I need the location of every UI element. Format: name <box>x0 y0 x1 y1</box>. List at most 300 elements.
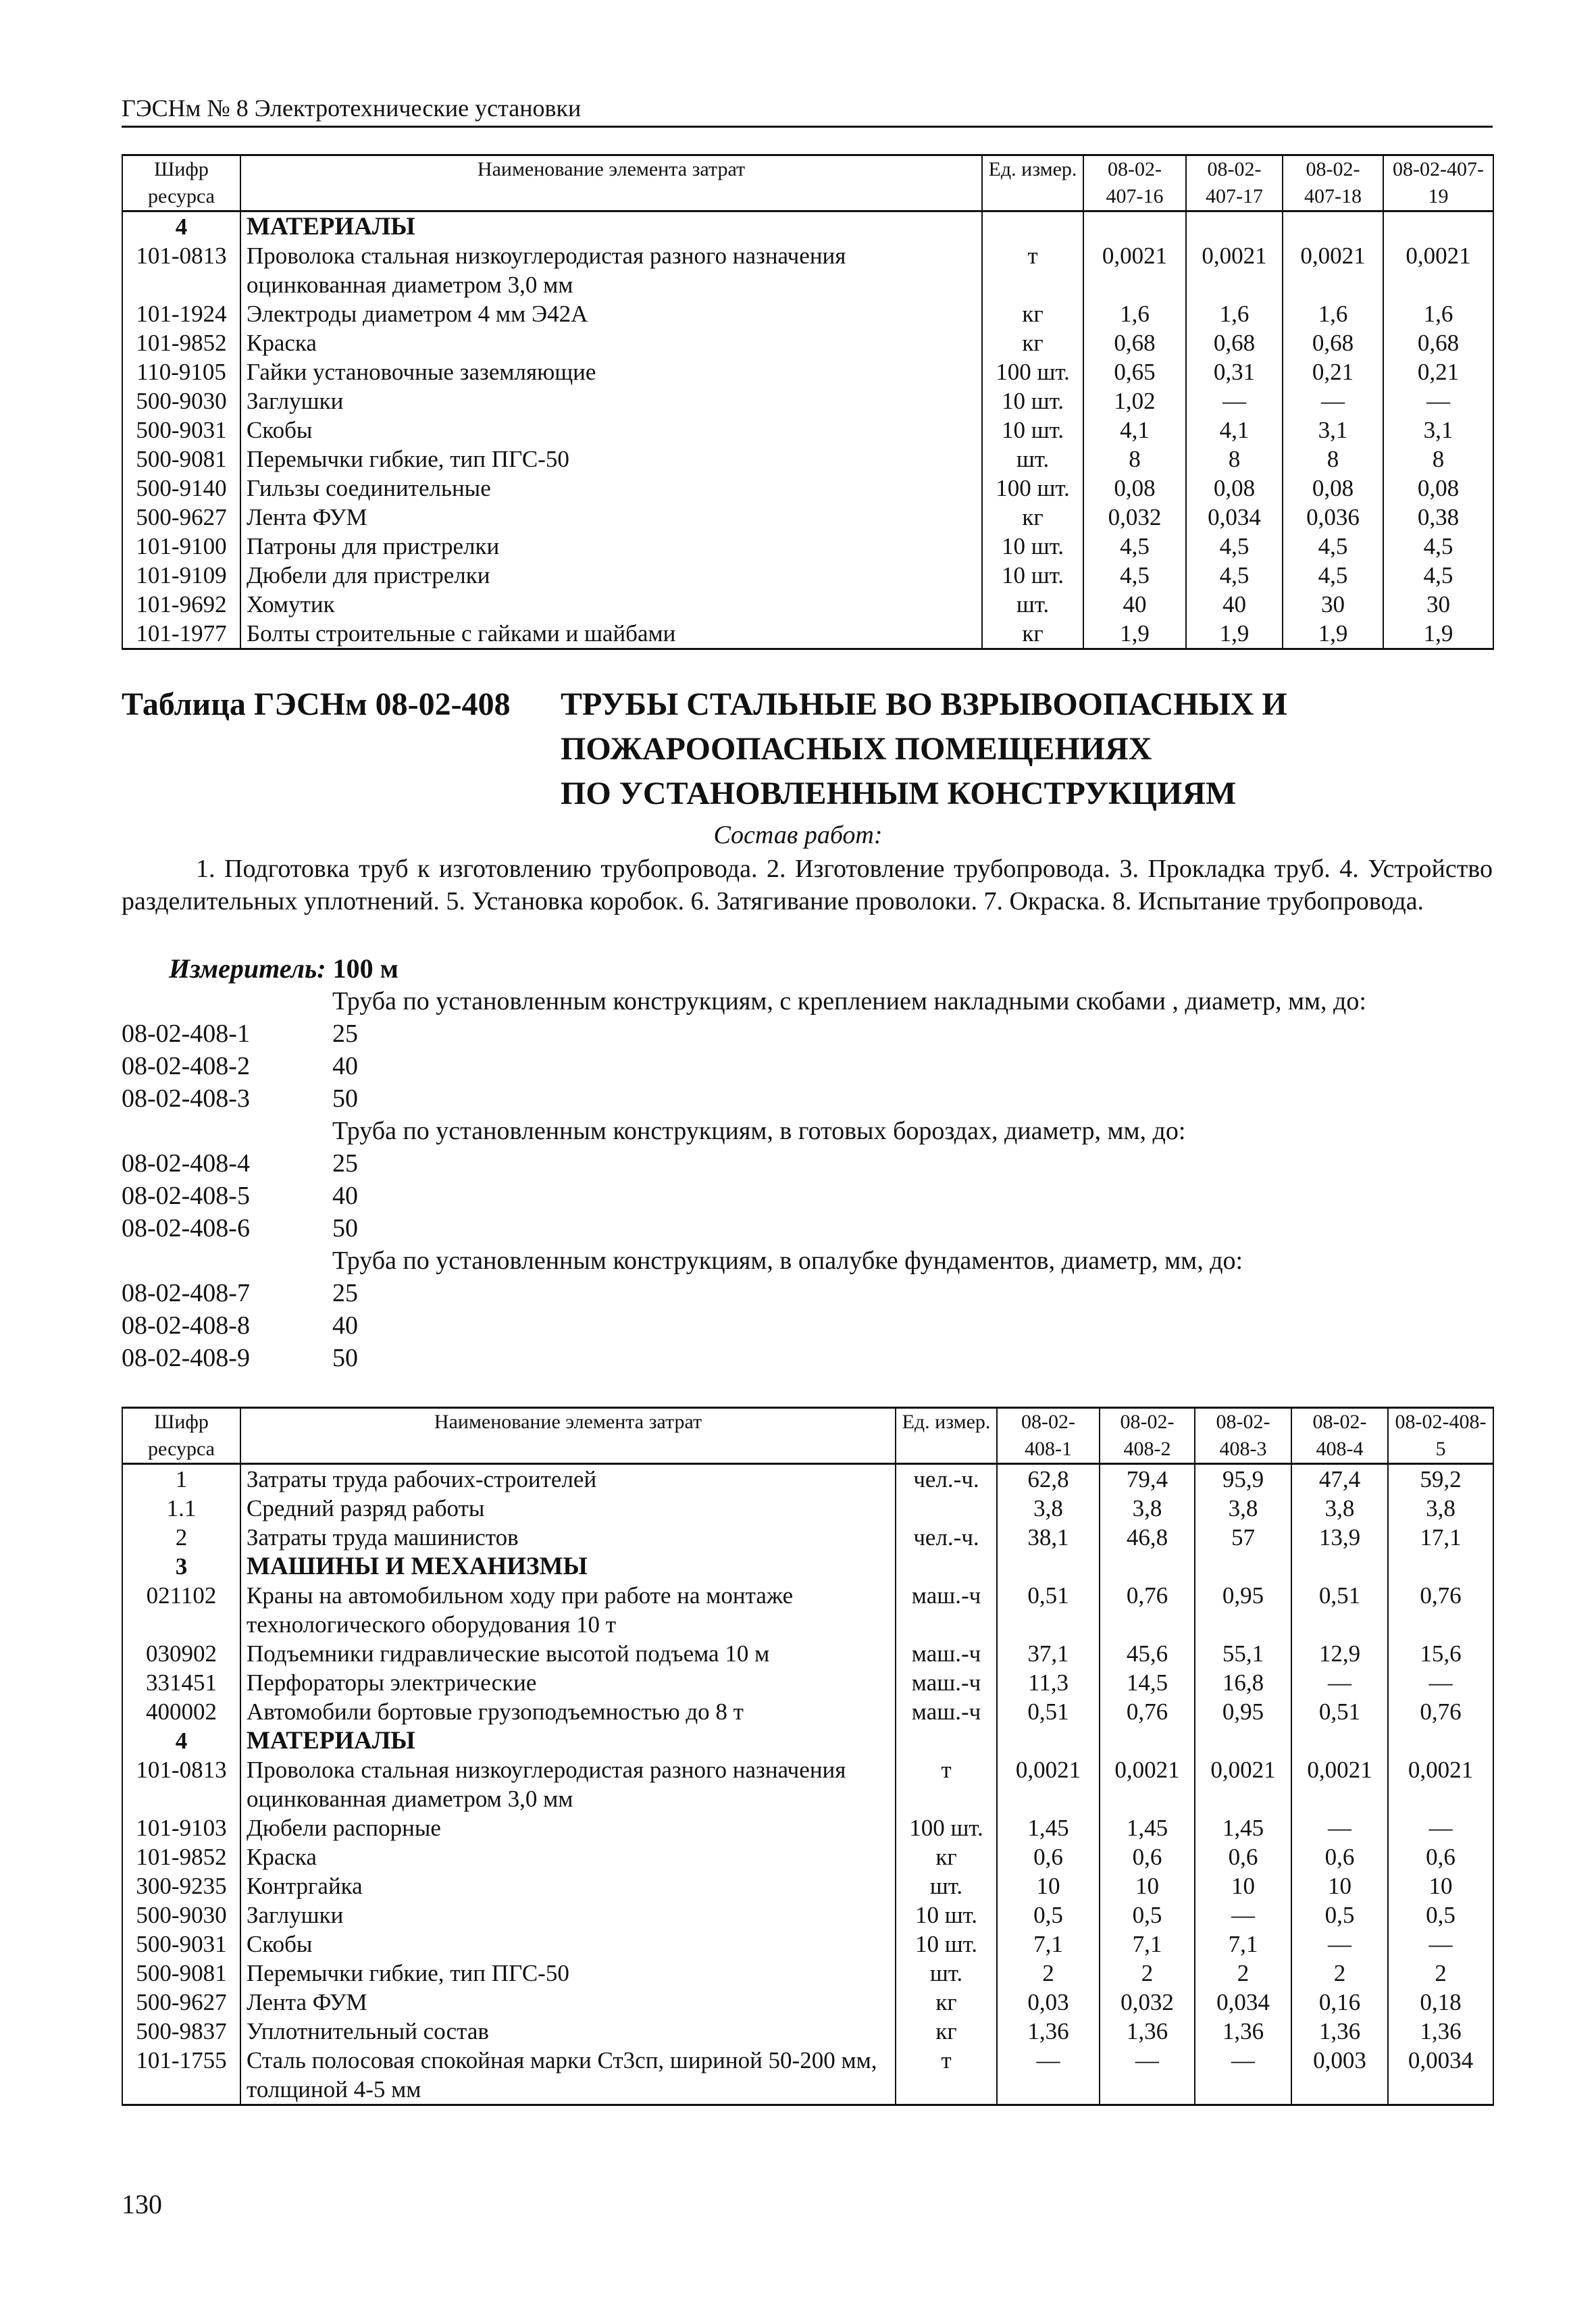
variant-diameter: 25 <box>332 1020 358 1048</box>
value-cell: 0,08 <box>1283 474 1383 503</box>
resource-code: 500-9081 <box>122 445 240 474</box>
value-cell: 7,1 <box>997 1930 1100 1959</box>
value-cell: 0,38 <box>1383 503 1493 532</box>
resource-code: 1.1 <box>122 1494 240 1523</box>
value-cell: 1,9 <box>1383 619 1493 649</box>
value-cell: 0,5 <box>1100 1901 1195 1930</box>
column-header: 08-02-408-2 <box>1100 1408 1195 1464</box>
resource-name: Подъемники гидравлические высотой подъема 10 м <box>240 1639 896 1668</box>
variant-item <box>122 1017 1540 1050</box>
variant-diameter: 25 <box>332 1149 358 1178</box>
variant-code: 08-02-408-7 <box>122 1279 250 1307</box>
unit-cell: шт. <box>896 1959 997 1988</box>
value-cell: 0,0021 <box>1283 241 1383 299</box>
variant-code: 08-02-408-8 <box>122 1311 250 1340</box>
value-cell: 0,032 <box>1083 503 1186 532</box>
table-row <box>122 1901 1493 1930</box>
value-cell: 4,5 <box>1186 532 1283 561</box>
table-row <box>122 561 1493 590</box>
value-cell: 40 <box>1186 590 1283 619</box>
value-cell: 13,9 <box>1291 1523 1388 1552</box>
variant-item <box>122 1180 1540 1212</box>
value-cell: 4,5 <box>1283 561 1383 590</box>
column-header: Ед. измер. <box>982 155 1083 211</box>
value-cell: — <box>1283 386 1383 416</box>
value-cell <box>1195 1552 1291 1581</box>
value-cell: 1,6 <box>1186 299 1283 328</box>
value-cell <box>1291 1552 1388 1581</box>
resource-code: 500-9140 <box>122 474 240 503</box>
resource-name: МАШИНЫ И МЕХАНИЗМЫ <box>240 1552 896 1581</box>
value-cell: 4,5 <box>1186 561 1283 590</box>
value-cell: 4,5 <box>1083 561 1186 590</box>
unit-cell: кг <box>896 1988 997 2017</box>
unit-cell <box>982 211 1083 242</box>
resource-name: Затраты труда машинистов <box>240 1523 896 1552</box>
resource-name: Гайки установочные заземляющие <box>240 357 982 386</box>
value-cell: 1,36 <box>1291 2017 1388 2046</box>
value-cell: 0,03 <box>997 1988 1100 2017</box>
table-title-line: ПОЖАРООПАСНЫХ ПОМЕЩЕНИЯХ <box>561 731 1152 767</box>
table-row <box>122 1697 1493 1726</box>
resource-code: 101-9852 <box>122 328 240 357</box>
value-cell: 12,9 <box>1291 1639 1388 1668</box>
value-cell: 0,08 <box>1186 474 1283 503</box>
variant-item <box>122 1342 1540 1374</box>
section-row <box>122 1726 1493 1755</box>
value-cell: 1,9 <box>1283 619 1383 649</box>
value-cell: 0,95 <box>1195 1581 1291 1639</box>
value-cell: 0,18 <box>1388 1988 1493 2017</box>
value-cell: 0,76 <box>1100 1697 1195 1726</box>
variant-code: 08-02-408-5 <box>122 1182 250 1210</box>
value-cell: — <box>997 2046 1100 2105</box>
value-cell: 2 <box>1291 1959 1388 1988</box>
table-row <box>122 386 1493 416</box>
value-cell <box>997 1552 1100 1581</box>
value-cell: 0,5 <box>997 1901 1100 1930</box>
value-cell: 1,6 <box>1083 299 1186 328</box>
value-cell: 2 <box>1195 1959 1291 1988</box>
value-cell: 7,1 <box>1100 1930 1195 1959</box>
table-row <box>122 241 1493 299</box>
unit-cell: кг <box>982 619 1083 649</box>
variant-code: 08-02-408-3 <box>122 1084 250 1113</box>
value-cell: 11,3 <box>997 1668 1100 1697</box>
variant-item <box>122 1050 1540 1082</box>
unit-cell: 100 шт. <box>982 357 1083 386</box>
variant-diameter: 50 <box>332 1084 358 1113</box>
value-cell: 4,5 <box>1383 561 1493 590</box>
value-cell: 0,5 <box>1291 1901 1388 1930</box>
value-cell: 0,0021 <box>1388 1755 1493 1813</box>
variant-item <box>122 1212 1540 1244</box>
table-row <box>122 619 1493 649</box>
value-cell: 46,8 <box>1100 1523 1195 1552</box>
value-cell: 45,6 <box>1100 1639 1195 1668</box>
table-row <box>122 503 1493 532</box>
resource-code: 101-0813 <box>122 241 240 299</box>
resource-name: Краска <box>240 1842 896 1871</box>
value-cell: — <box>1186 386 1283 416</box>
value-cell: 0,08 <box>1383 474 1493 503</box>
resource-name: Проволока стальная низкоуглеродистая разного назначения оцинкованная диаметром 3,0 мм <box>240 1755 896 1813</box>
resource-code: 021102 <box>122 1581 240 1639</box>
value-cell: 1,9 <box>1186 619 1283 649</box>
value-cell: 3,8 <box>1291 1494 1388 1523</box>
unit-cell: маш.-ч <box>896 1697 997 1726</box>
value-cell: 1,6 <box>1283 299 1383 328</box>
value-cell: 62,8 <box>997 1464 1100 1494</box>
resource-code: 3 <box>122 1552 240 1581</box>
value-cell: 4,1 <box>1186 416 1283 445</box>
resource-code: 500-9627 <box>122 1988 240 2017</box>
value-cell: 0,0021 <box>1383 241 1493 299</box>
value-cell <box>1383 211 1493 242</box>
value-cell: 0,76 <box>1100 1581 1195 1639</box>
resource-code: 331451 <box>122 1668 240 1697</box>
resource-code: 300-9235 <box>122 1871 240 1901</box>
value-cell: 0,51 <box>1291 1581 1388 1639</box>
value-cell: 0,16 <box>1291 1988 1388 2017</box>
unit-cell: шт. <box>896 1871 997 1901</box>
value-cell: 10 <box>1291 1871 1388 1901</box>
table-row <box>122 1930 1493 1959</box>
value-cell: 15,6 <box>1388 1639 1493 1668</box>
column-header: 08-02-408-3 <box>1195 1408 1291 1464</box>
value-cell: 0,68 <box>1186 328 1283 357</box>
value-cell: 10 <box>997 1871 1100 1901</box>
resource-name: Перемычки гибкие, тип ПГС-50 <box>240 1959 896 1988</box>
unit-cell <box>896 1552 997 1581</box>
resource-code: 500-9627 <box>122 503 240 532</box>
unit-cell: т <box>896 2046 997 2105</box>
resource-name: Скобы <box>240 416 982 445</box>
unit-cell: чел.-ч. <box>896 1464 997 1494</box>
unit-cell: кг <box>982 503 1083 532</box>
variant-item <box>122 1309 1540 1342</box>
resource-name: Автомобили бортовые грузоподъемностью до 8 т <box>240 1697 896 1726</box>
variant-item <box>122 1147 1540 1180</box>
value-cell: 0,036 <box>1283 503 1383 532</box>
unit-cell <box>896 1494 997 1523</box>
value-cell: 0,95 <box>1195 1697 1291 1726</box>
value-cell: 0,0021 <box>1291 1755 1388 1813</box>
value-cell: 38,1 <box>997 1523 1100 1552</box>
value-cell <box>1291 1726 1388 1755</box>
resource-code: 101-9100 <box>122 532 240 561</box>
table-row <box>122 1813 1493 1842</box>
table-row <box>122 299 1493 328</box>
value-cell: — <box>1388 1668 1493 1697</box>
table-row <box>122 445 1493 474</box>
unit-cell: 10 шт. <box>982 386 1083 416</box>
resource-name: Гильзы соединительные <box>240 474 982 503</box>
resource-name: Заглушки <box>240 1901 896 1930</box>
column-header: 08-02-407-19 <box>1383 155 1493 211</box>
value-cell: 79,4 <box>1100 1464 1195 1494</box>
value-cell: 0,51 <box>997 1697 1100 1726</box>
resource-table-408 <box>122 1407 1494 2106</box>
resource-name: Хомутик <box>240 590 982 619</box>
value-cell <box>1083 211 1186 242</box>
table-row <box>122 1959 1493 1988</box>
value-cell <box>1186 211 1283 242</box>
value-cell: 55,1 <box>1195 1639 1291 1668</box>
value-cell: 0,0021 <box>997 1755 1100 1813</box>
table-row <box>122 590 1493 619</box>
value-cell: 0,6 <box>1388 1842 1493 1871</box>
table-header-row <box>122 1408 1493 1464</box>
meter-value: 100 м <box>332 953 398 984</box>
resource-name: Средний разряд работы <box>240 1494 896 1523</box>
value-cell: 0,0021 <box>1195 1755 1291 1813</box>
value-cell <box>1388 1552 1493 1581</box>
value-cell: 14,5 <box>1100 1668 1195 1697</box>
variant-diameter: 40 <box>332 1311 358 1340</box>
variant-caption: Труба по установленным конструкциям, в готовых бороздах, диаметр, мм, до: <box>332 1117 1186 1145</box>
variant-code: 08-02-408-9 <box>122 1344 250 1372</box>
value-cell: — <box>1195 2046 1291 2105</box>
value-cell: 3,8 <box>1388 1494 1493 1523</box>
resource-code: 500-9837 <box>122 2017 240 2046</box>
value-cell: 57 <box>1195 1523 1291 1552</box>
value-cell: 0,0034 <box>1388 2046 1493 2105</box>
variant-diameter: 50 <box>332 1344 358 1372</box>
table-row <box>122 328 1493 357</box>
value-cell: 3,1 <box>1383 416 1493 445</box>
value-cell: 2 <box>997 1959 1100 1988</box>
column-header: 08-02-407-17 <box>1186 155 1283 211</box>
value-cell: — <box>1291 1930 1388 1959</box>
resource-code: 4 <box>122 1726 240 1755</box>
resource-table-407 <box>122 154 1494 650</box>
value-cell: 2 <box>1100 1959 1195 1988</box>
value-cell: 16,8 <box>1195 1668 1291 1697</box>
value-cell: 0,003 <box>1291 2046 1388 2105</box>
value-cell: — <box>1383 386 1493 416</box>
unit-cell: кг <box>896 2017 997 2046</box>
value-cell: 0,51 <box>1291 1697 1388 1726</box>
value-cell: 0,034 <box>1186 503 1283 532</box>
unit-cell: 10 шт. <box>982 416 1083 445</box>
unit-cell: 10 шт. <box>896 1901 997 1930</box>
works-title: Состав работ: <box>713 821 883 849</box>
value-cell <box>1100 1726 1195 1755</box>
resource-code: 2 <box>122 1523 240 1552</box>
unit-cell: кг <box>982 299 1083 328</box>
meter-label: Измеритель: <box>169 953 326 984</box>
resource-name: Уплотнительный состав <box>240 2017 896 2046</box>
value-cell: 3,1 <box>1283 416 1383 445</box>
resource-code: 500-9031 <box>122 1930 240 1959</box>
value-cell: 2 <box>1388 1959 1493 1988</box>
resource-name: Дюбели распорные <box>240 1813 896 1842</box>
value-cell: 1,02 <box>1083 386 1186 416</box>
value-cell: 1,36 <box>1195 2017 1291 2046</box>
meter-line <box>169 951 398 986</box>
value-cell <box>997 1726 1100 1755</box>
value-cell: 4,1 <box>1083 416 1186 445</box>
value-cell: 1,9 <box>1083 619 1186 649</box>
variant-code: 08-02-408-2 <box>122 1052 250 1080</box>
resource-name: Патроны для пристрелки <box>240 532 982 561</box>
value-cell: 0,68 <box>1383 328 1493 357</box>
resource-name: Контргайка <box>240 1871 896 1901</box>
column-header: Шифр ресурса <box>122 155 240 211</box>
table-row <box>122 1639 1493 1668</box>
resource-code: 101-9852 <box>122 1842 240 1871</box>
resource-name: Лента ФУМ <box>240 1988 896 2017</box>
table-row <box>122 1988 1493 2017</box>
resource-name: МАТЕРИАЛЫ <box>240 211 982 242</box>
resource-name: Краны на автомобильном ходу при работе на монтаже технологического оборудования 10 т <box>240 1581 896 1639</box>
resource-code: 4 <box>122 211 240 242</box>
value-cell: 0,6 <box>1291 1842 1388 1871</box>
value-cell: 1,45 <box>1100 1813 1195 1842</box>
value-cell: 0,6 <box>997 1842 1100 1871</box>
resource-code: 101-0813 <box>122 1755 240 1813</box>
section-row <box>122 211 1493 242</box>
resource-code: 101-9103 <box>122 1813 240 1842</box>
resource-name: Перфораторы электрические <box>240 1668 896 1697</box>
value-cell: 0,5 <box>1388 1901 1493 1930</box>
norm-variants-list <box>122 985 1540 1374</box>
variant-group <box>122 1115 1540 1244</box>
value-cell: 1,6 <box>1383 299 1493 328</box>
value-cell: 0,51 <box>997 1581 1100 1639</box>
variant-diameter: 40 <box>332 1052 358 1080</box>
unit-cell: шт. <box>982 445 1083 474</box>
value-cell <box>1283 211 1383 242</box>
value-cell: 0,6 <box>1100 1842 1195 1871</box>
variant-code: 08-02-408-4 <box>122 1149 250 1178</box>
value-cell: 3,8 <box>1100 1494 1195 1523</box>
table-row <box>122 1581 1493 1639</box>
resource-name: Проволока стальная низкоуглеродистая разного назначения оцинкованная диаметром 3,0 мм <box>240 241 982 299</box>
unit-cell: 100 шт. <box>896 1813 997 1842</box>
value-cell: 0,034 <box>1195 1988 1291 2017</box>
value-cell: 30 <box>1383 590 1493 619</box>
table-row <box>122 1871 1493 1901</box>
value-cell: 10 <box>1100 1871 1195 1901</box>
resource-code: 101-9692 <box>122 590 240 619</box>
column-header: Наименование элемента затрат <box>240 155 982 211</box>
value-cell: 1,45 <box>997 1813 1100 1842</box>
column-header: 08-02-408-1 <box>997 1408 1100 1464</box>
table-label: Таблица ГЭСНм 08-02-408 <box>122 686 511 722</box>
value-cell: 3,8 <box>1195 1494 1291 1523</box>
table-row <box>122 1494 1493 1523</box>
value-cell: — <box>1291 1668 1388 1697</box>
value-cell: — <box>1291 1813 1388 1842</box>
value-cell: 1,36 <box>997 2017 1100 2046</box>
value-cell: 4,5 <box>1083 532 1186 561</box>
table-title <box>561 682 1287 816</box>
value-cell: 0,68 <box>1283 328 1383 357</box>
resource-code: 101-9109 <box>122 561 240 590</box>
page-number: 130 <box>122 2189 162 2219</box>
value-cell: 95,9 <box>1195 1464 1291 1494</box>
resource-name: Перемычки гибкие, тип ПГС-50 <box>240 445 982 474</box>
column-header: 08-02-408-4 <box>1291 1408 1388 1464</box>
value-cell: 40 <box>1083 590 1186 619</box>
table-row <box>122 2046 1493 2105</box>
unit-cell: маш.-ч <box>896 1639 997 1668</box>
value-cell: 17,1 <box>1388 1523 1493 1552</box>
value-cell: 0,6 <box>1195 1842 1291 1871</box>
resource-code: 110-9105 <box>122 357 240 386</box>
value-cell: 0,08 <box>1083 474 1186 503</box>
value-cell: 47,4 <box>1291 1464 1388 1494</box>
value-cell: 0,21 <box>1383 357 1493 386</box>
variant-diameter: 50 <box>332 1214 358 1242</box>
unit-cell: 10 шт. <box>896 1930 997 1959</box>
value-cell: 8 <box>1083 445 1186 474</box>
column-header: Наименование элемента затрат <box>240 1408 896 1464</box>
resource-code: 400002 <box>122 1697 240 1726</box>
unit-cell: т <box>982 241 1083 299</box>
table-row <box>122 1523 1493 1552</box>
resource-code: 101-1924 <box>122 299 240 328</box>
resource-name: Сталь полосовая спокойная марки Ст3сп, шириной 50-200 мм, толщиной 4-5 мм <box>240 2046 896 2105</box>
works-description: 1. Подготовка труб к изготовлению трубопровода. 2. Изготовление трубопровода. 3. Прокладка труб. 4. Устройство разделительных уплотнений. 5. Установка коробок. 6. Затягивание проволоки. 7. Окраска. 8. Испытание трубопровода. <box>122 855 1493 915</box>
variant-diameter: 40 <box>332 1182 358 1210</box>
table-row <box>122 474 1493 503</box>
value-cell: 0,76 <box>1388 1581 1493 1639</box>
table-row <box>122 1755 1493 1813</box>
resource-name: Дюбели для пристрелки <box>240 561 982 590</box>
unit-cell: маш.-ч <box>896 1581 997 1639</box>
resource-name: Болты строительные с гайками и шайбами <box>240 619 982 649</box>
resource-code: 101-1977 <box>122 619 240 649</box>
value-cell: 0,31 <box>1186 357 1283 386</box>
resource-code: 1 <box>122 1464 240 1494</box>
resource-name: Заглушки <box>240 386 982 416</box>
value-cell: — <box>1100 2046 1195 2105</box>
value-cell: 7,1 <box>1195 1930 1291 1959</box>
variant-group <box>122 1244 1540 1374</box>
table-header-row <box>122 155 1493 211</box>
unit-cell: маш.-ч <box>896 1668 997 1697</box>
unit-cell: чел.-ч. <box>896 1523 997 1552</box>
running-header: ГЭСНм № 8 Электротехнические установки <box>122 92 1493 128</box>
column-header: Шифр ресурса <box>122 1408 240 1464</box>
value-cell: 8 <box>1186 445 1283 474</box>
value-cell: — <box>1388 1930 1493 1959</box>
value-cell: 4,5 <box>1283 532 1383 561</box>
resource-name: Электроды диаметром 4 мм Э42А <box>240 299 982 328</box>
unit-cell: шт. <box>982 590 1083 619</box>
value-cell: 1,36 <box>1100 2017 1195 2046</box>
unit-cell <box>896 1726 997 1755</box>
value-cell: 0,0021 <box>1186 241 1283 299</box>
value-cell: 0,65 <box>1083 357 1186 386</box>
value-cell: — <box>1388 1813 1493 1842</box>
value-cell: 3,8 <box>997 1494 1100 1523</box>
value-cell: 8 <box>1383 445 1493 474</box>
value-cell <box>1195 1726 1291 1755</box>
variant-diameter: 25 <box>332 1279 358 1307</box>
value-cell: 10 <box>1388 1871 1493 1901</box>
value-cell: 1,45 <box>1195 1813 1291 1842</box>
unit-cell: т <box>896 1755 997 1813</box>
resource-name: Затраты труда рабочих-строителей <box>240 1464 896 1494</box>
resource-code: 500-9030 <box>122 1901 240 1930</box>
resource-code: 500-9030 <box>122 386 240 416</box>
value-cell: 37,1 <box>997 1639 1100 1668</box>
resource-code: 500-9081 <box>122 1959 240 1988</box>
